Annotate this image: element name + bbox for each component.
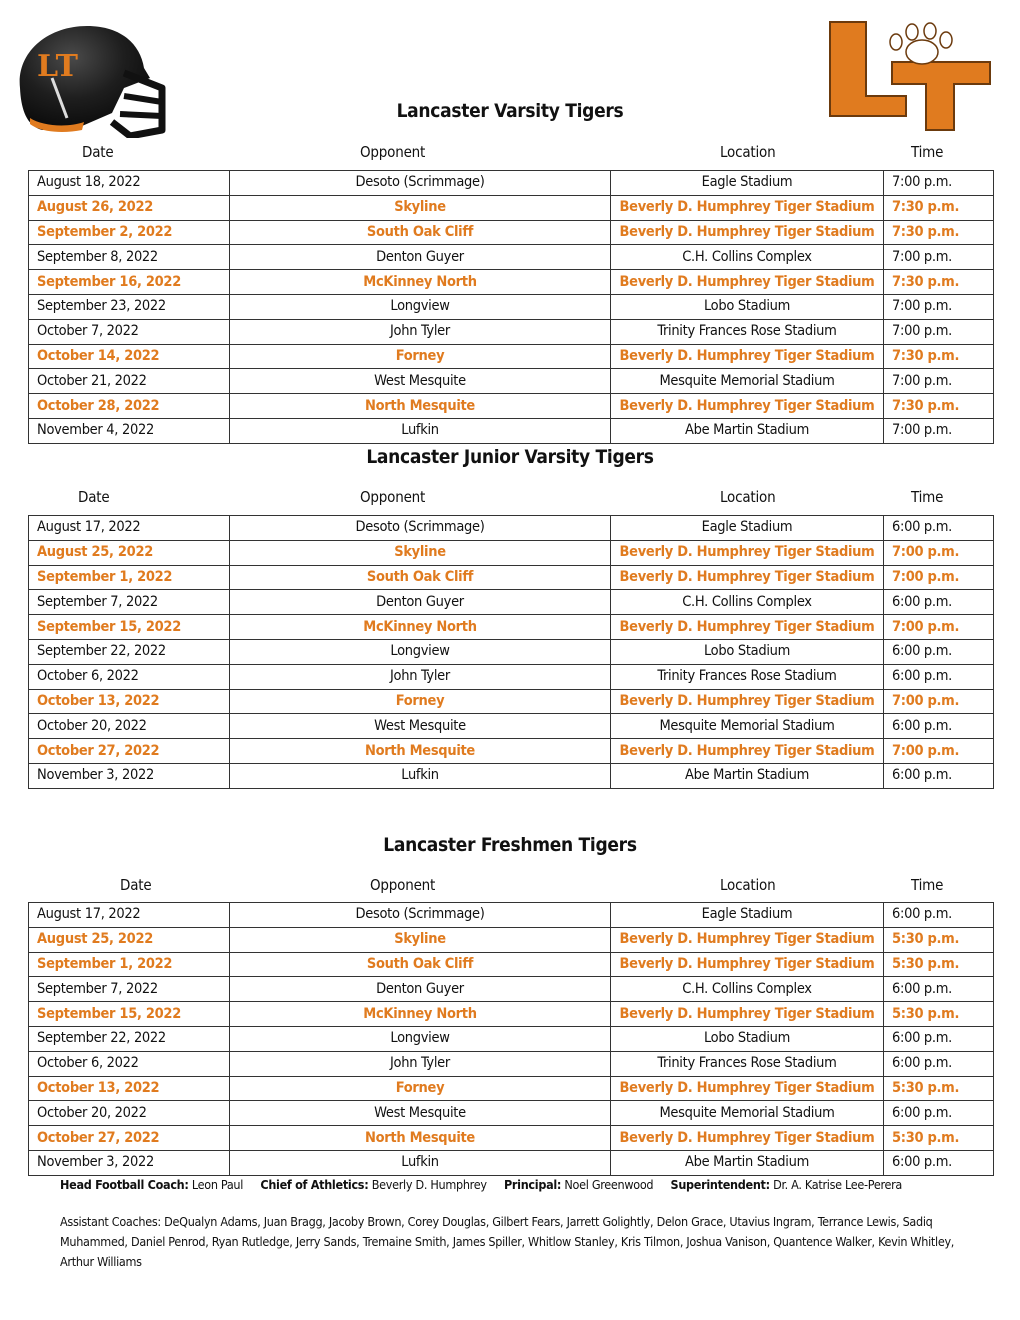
location-cell: Beverly D. Humphrey Tiger Stadium	[611, 540, 884, 565]
location-cell: C.H. Collins Complex	[611, 590, 884, 615]
location-cell: Beverly D. Humphrey Tiger Stadium	[611, 1002, 884, 1027]
table-row-home-game	[29, 1002, 994, 1027]
table-row-home-game	[29, 689, 994, 714]
location-cell: Mesquite Memorial Stadium	[611, 369, 884, 394]
opponent-cell: North Mesquite	[230, 1126, 611, 1151]
opponent-cell: South Oak Cliff	[230, 220, 611, 245]
table-row	[29, 369, 994, 394]
location-cell: Lobo Stadium	[611, 639, 884, 664]
date-cell: November 4, 2022	[29, 418, 230, 443]
opponent-cell: South Oak Cliff	[230, 565, 611, 590]
opponent-cell: Skyline	[230, 927, 611, 952]
time-cell: 5:30 p.m.	[884, 1126, 994, 1151]
table-row	[29, 977, 994, 1002]
time-cell: 6:00 p.m.	[884, 1150, 994, 1175]
table-row	[29, 590, 994, 615]
date-cell: October 13, 2022	[29, 689, 230, 714]
principal-name: Noel Greenwood	[564, 1177, 654, 1192]
jv-header-location: Location	[720, 488, 776, 506]
table-row	[29, 516, 994, 541]
jv-header-date: Date	[78, 488, 110, 506]
varsity-header-opponent: Opponent	[360, 143, 426, 161]
time-cell: 6:00 p.m.	[884, 1026, 994, 1051]
location-cell: Beverly D. Humphrey Tiger Stadium	[611, 1076, 884, 1101]
time-cell: 6:00 p.m.	[884, 763, 994, 788]
time-cell: 7:00 p.m.	[884, 369, 994, 394]
time-cell: 7:00 p.m.	[884, 615, 994, 640]
time-cell: 6:00 p.m.	[884, 590, 994, 615]
location-cell: Abe Martin Stadium	[611, 1150, 884, 1175]
time-cell: 6:00 p.m.	[884, 903, 994, 928]
location-cell: Trinity Frances Rose Stadium	[611, 1051, 884, 1076]
date-cell: September 1, 2022	[29, 565, 230, 590]
date-cell: October 6, 2022	[29, 1051, 230, 1076]
opponent-cell: Forney	[230, 689, 611, 714]
time-cell: 6:00 p.m.	[884, 639, 994, 664]
location-cell: Eagle Stadium	[611, 903, 884, 928]
opponent-cell: Desoto (Scrimmage)	[230, 903, 611, 928]
freshmen-header-location: Location	[720, 876, 776, 894]
location-cell: Beverly D. Humphrey Tiger Stadium	[611, 270, 884, 295]
date-cell: September 15, 2022	[29, 1002, 230, 1027]
freshmen-title: Lancaster Freshmen Tigers	[383, 834, 637, 856]
location-cell: Trinity Frances Rose Stadium	[611, 664, 884, 689]
table-row-home-game	[29, 927, 994, 952]
time-cell: 5:30 p.m.	[884, 927, 994, 952]
location-cell: Mesquite Memorial Stadium	[611, 1101, 884, 1126]
opponent-cell: Lufkin	[230, 418, 611, 443]
time-cell: 5:30 p.m.	[884, 952, 994, 977]
table-row	[29, 714, 994, 739]
location-cell: Beverly D. Humphrey Tiger Stadium	[611, 565, 884, 590]
location-cell: Beverly D. Humphrey Tiger Stadium	[611, 220, 884, 245]
opponent-cell: Longview	[230, 294, 611, 319]
time-cell: 7:00 p.m.	[884, 689, 994, 714]
table-row-home-game	[29, 195, 994, 220]
opponent-cell: Denton Guyer	[230, 977, 611, 1002]
location-cell: Beverly D. Humphrey Tiger Stadium	[611, 344, 884, 369]
table-row-home-game	[29, 540, 994, 565]
table-row-home-game	[29, 394, 994, 419]
varsity-schedule-table	[28, 170, 994, 444]
freshmen-header-time: Time	[911, 876, 944, 894]
time-cell: 7:00 p.m.	[884, 319, 994, 344]
superintendent-label: Superintendent:	[670, 1177, 770, 1192]
location-cell: Beverly D. Humphrey Tiger Stadium	[611, 927, 884, 952]
table-row	[29, 294, 994, 319]
date-cell: August 17, 2022	[29, 516, 230, 541]
date-cell: August 17, 2022	[29, 903, 230, 928]
location-cell: Beverly D. Humphrey Tiger Stadium	[611, 689, 884, 714]
location-cell: Eagle Stadium	[611, 171, 884, 196]
location-cell: Beverly D. Humphrey Tiger Stadium	[611, 1126, 884, 1151]
time-cell: 6:00 p.m.	[884, 664, 994, 689]
time-cell: 7:00 p.m.	[884, 294, 994, 319]
date-cell: August 26, 2022	[29, 195, 230, 220]
date-cell: August 25, 2022	[29, 927, 230, 952]
time-cell: 7:00 p.m.	[884, 245, 994, 270]
date-cell: August 18, 2022	[29, 171, 230, 196]
opponent-cell: Forney	[230, 1076, 611, 1101]
date-cell: October 7, 2022	[29, 319, 230, 344]
opponent-cell: Skyline	[230, 540, 611, 565]
table-row-home-game	[29, 615, 994, 640]
opponent-cell: North Mesquite	[230, 394, 611, 419]
date-cell: October 20, 2022	[29, 1101, 230, 1126]
date-cell: September 15, 2022	[29, 615, 230, 640]
date-cell: September 23, 2022	[29, 294, 230, 319]
table-row	[29, 319, 994, 344]
opponent-cell: West Mesquite	[230, 1101, 611, 1126]
time-cell: 6:00 p.m.	[884, 714, 994, 739]
time-cell: 7:00 p.m.	[884, 739, 994, 764]
chief-label: Chief of Athletics:	[260, 1177, 369, 1192]
head-coach-name: Leon Paul	[191, 1177, 244, 1192]
varsity-header-location: Location	[720, 143, 776, 161]
table-row-home-game	[29, 1076, 994, 1101]
date-cell: August 25, 2022	[29, 540, 230, 565]
table-row	[29, 903, 994, 928]
location-cell: Mesquite Memorial Stadium	[611, 714, 884, 739]
time-cell: 7:30 p.m.	[884, 195, 994, 220]
opponent-cell: Lufkin	[230, 763, 611, 788]
opponent-cell: John Tyler	[230, 319, 611, 344]
location-cell: C.H. Collins Complex	[611, 977, 884, 1002]
table-row-home-game	[29, 739, 994, 764]
opponent-cell: Skyline	[230, 195, 611, 220]
table-row	[29, 664, 994, 689]
opponent-cell: John Tyler	[230, 1051, 611, 1076]
location-cell: Beverly D. Humphrey Tiger Stadium	[611, 952, 884, 977]
freshmen-header-date: Date	[120, 876, 152, 894]
opponent-cell: Longview	[230, 1026, 611, 1051]
location-cell: Beverly D. Humphrey Tiger Stadium	[611, 615, 884, 640]
table-row	[29, 418, 994, 443]
location-cell: Lobo Stadium	[611, 1026, 884, 1051]
table-row	[29, 1101, 994, 1126]
opponent-cell: McKinney North	[230, 1002, 611, 1027]
superintendent-name: Dr. A. Katrise Lee-Perera	[773, 1177, 903, 1192]
jv-header-opponent: Opponent	[360, 488, 426, 506]
date-cell: September 22, 2022	[29, 639, 230, 664]
opponent-cell: John Tyler	[230, 664, 611, 689]
jv-title: Lancaster Junior Varsity Tigers	[366, 446, 654, 468]
location-cell: Abe Martin Stadium	[611, 418, 884, 443]
opponent-cell: Desoto (Scrimmage)	[230, 171, 611, 196]
time-cell: 7:30 p.m.	[884, 394, 994, 419]
date-cell: September 7, 2022	[29, 590, 230, 615]
date-cell: September 1, 2022	[29, 952, 230, 977]
principal-label: Principal:	[503, 1177, 562, 1192]
time-cell: 6:00 p.m.	[884, 1051, 994, 1076]
table-row	[29, 245, 994, 270]
varsity-header-date: Date	[82, 143, 114, 161]
time-cell: 6:00 p.m.	[884, 977, 994, 1002]
time-cell: 6:00 p.m.	[884, 1101, 994, 1126]
table-row	[29, 763, 994, 788]
head-coach-label: Head Football Coach:	[60, 1177, 189, 1192]
table-row	[29, 1051, 994, 1076]
time-cell: 7:00 p.m.	[884, 171, 994, 196]
date-cell: November 3, 2022	[29, 763, 230, 788]
table-row-home-game	[29, 220, 994, 245]
date-cell: September 2, 2022	[29, 220, 230, 245]
table-row-home-game	[29, 565, 994, 590]
location-cell: Abe Martin Stadium	[611, 763, 884, 788]
date-cell: October 21, 2022	[29, 369, 230, 394]
opponent-cell: Longview	[230, 639, 611, 664]
date-cell: September 16, 2022	[29, 270, 230, 295]
date-cell: October 20, 2022	[29, 714, 230, 739]
table-row-home-game	[29, 344, 994, 369]
date-cell: September 8, 2022	[29, 245, 230, 270]
date-cell: September 22, 2022	[29, 1026, 230, 1051]
opponent-cell: North Mesquite	[230, 739, 611, 764]
opponent-cell: Denton Guyer	[230, 245, 611, 270]
date-cell: November 3, 2022	[29, 1150, 230, 1175]
staff-line	[60, 1177, 902, 1192]
opponent-cell: South Oak Cliff	[230, 952, 611, 977]
time-cell: 7:30 p.m.	[884, 220, 994, 245]
table-row	[29, 639, 994, 664]
date-cell: October 13, 2022	[29, 1076, 230, 1101]
date-cell: October 6, 2022	[29, 664, 230, 689]
location-cell: Lobo Stadium	[611, 294, 884, 319]
date-cell: October 28, 2022	[29, 394, 230, 419]
time-cell: 7:00 p.m.	[884, 565, 994, 590]
opponent-cell: West Mesquite	[230, 369, 611, 394]
location-cell: Beverly D. Humphrey Tiger Stadium	[611, 394, 884, 419]
time-cell: 5:30 p.m.	[884, 1076, 994, 1101]
location-cell: Beverly D. Humphrey Tiger Stadium	[611, 739, 884, 764]
time-cell: 7:30 p.m.	[884, 270, 994, 295]
varsity-title: Lancaster Varsity Tigers	[396, 100, 624, 122]
helmet-decal: LT	[37, 49, 78, 84]
table-row-home-game	[29, 1126, 994, 1151]
time-cell: 7:00 p.m.	[884, 540, 994, 565]
table-row-home-game	[29, 270, 994, 295]
chief-name: Beverly D. Humphrey	[371, 1177, 487, 1192]
opponent-cell: Denton Guyer	[230, 590, 611, 615]
opponent-cell: Lufkin	[230, 1150, 611, 1175]
time-cell: 6:00 p.m.	[884, 516, 994, 541]
opponent-cell: Forney	[230, 344, 611, 369]
date-cell: October 14, 2022	[29, 344, 230, 369]
date-cell: October 27, 2022	[29, 739, 230, 764]
location-cell: Eagle Stadium	[611, 516, 884, 541]
date-cell: October 27, 2022	[29, 1126, 230, 1151]
opponent-cell: McKinney North	[230, 615, 611, 640]
varsity-header-time: Time	[911, 143, 944, 161]
table-row	[29, 1026, 994, 1051]
assistant-coaches: Assistant Coaches: DeQualyn Adams, Juan Bragg, Jacoby Brown, Corey Douglas, Gilbert Fears, Jarrett Golightly, Delon Grace, Utavius Ingram, Terrance Lewis, Sadiq Muhammed, Daniel Penrod, Ryan Rutledge, Jerry Sands, Tremaine Smith, James Spiller, Whitlow Stanley, Kris Tilmon, Joshua Vanison, Quantence Walker, Kevin Whitley, Arthur Williams	[60, 1214, 955, 1269]
freshmen-header-opponent: Opponent	[370, 876, 436, 894]
time-cell: 7:30 p.m.	[884, 344, 994, 369]
table-row	[29, 1150, 994, 1175]
table-row-home-game	[29, 952, 994, 977]
date-cell: September 7, 2022	[29, 977, 230, 1002]
table-row	[29, 171, 994, 196]
location-cell: Beverly D. Humphrey Tiger Stadium	[611, 195, 884, 220]
freshmen-schedule-table	[28, 902, 994, 1176]
jv-schedule-table	[28, 515, 994, 789]
jv-header-time: Time	[911, 488, 944, 506]
location-cell: Trinity Frances Rose Stadium	[611, 319, 884, 344]
opponent-cell: Desoto (Scrimmage)	[230, 516, 611, 541]
opponent-cell: West Mesquite	[230, 714, 611, 739]
time-cell: 5:30 p.m.	[884, 1002, 994, 1027]
location-cell: C.H. Collins Complex	[611, 245, 884, 270]
time-cell: 7:00 p.m.	[884, 418, 994, 443]
opponent-cell: McKinney North	[230, 270, 611, 295]
